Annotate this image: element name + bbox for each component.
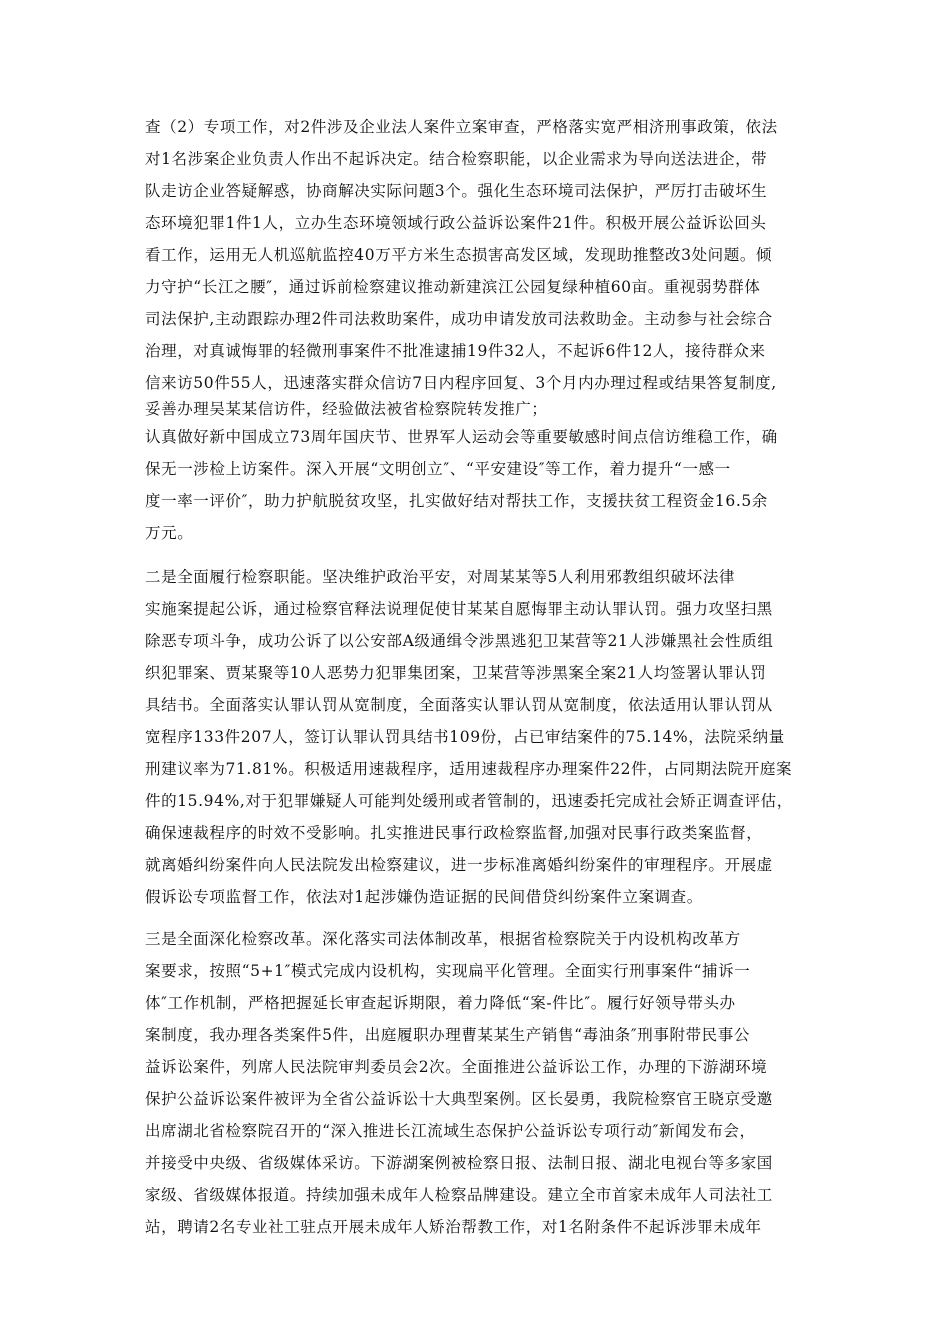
text-line: 益诉讼案件，列席人民法院审判委员会2次。全面推进公益诉讼工作，办理的下游湖环境 bbox=[145, 1058, 768, 1076]
text-line: 家级、省级媒体报道。持续加强未成年人检察品牌建设。建立全市首家未成年人司法社工 bbox=[145, 1186, 773, 1204]
text-line: 除恶专项斗争，成功公诉了以公安部A级通缉令涉黑逃犯卫某营等21人涉嫌黑社会性质组 bbox=[145, 632, 774, 650]
text-line: 件的15.94%,对于犯罪嫌疑人可能判处缓刑或者管制的，迅速委托完成社会矫正调查评估， bbox=[145, 792, 793, 810]
text-line: 宽程序133件207人，签订认罪认罚具结书109份，占已审结案件的75.14%，法院采纳量 bbox=[145, 728, 785, 746]
text-line: 看工作，运用无人机巡航监控40万平方米生态损害高发区域，发现助推整改3处问题。倾 bbox=[145, 246, 773, 264]
text-line: 保无一涉检上访案件。深入开展“文明创立″、“平安建设″等工作，着力提升“一感一 bbox=[145, 460, 731, 478]
text-line: 二是全面履行检察职能。坚决维护政治平安，对周某某等5人利用邪教组织破坏法律 bbox=[145, 568, 736, 586]
text-line: 万元。 bbox=[145, 524, 194, 542]
text-line: 度一率一评价″，助力护航脱贫攻坚，扎实做好结对帮扶工作，支援扶贫工程资金16.5余 bbox=[145, 492, 768, 510]
text-line: 司法保护,主动跟踪办理2件司法救助案件，成功申请发放司法救助金。主动参与社会综合 bbox=[145, 310, 773, 328]
text-line: 认真做好新中国成立73周年国庆节、世界军人运动会等重要敏感时间点信访维稳工作，确 bbox=[145, 428, 778, 446]
text-line: 织犯罪案、贾某聚等10人恶势力犯罪集团案，卫某营等涉黑案全案21人均签署认罪认罚 bbox=[145, 664, 767, 682]
text-line: 力守护“长江之腰″，通过诉前检察建议推动新建滨江公园复绿种植60亩。重视弱势群体 bbox=[145, 278, 761, 296]
text-line: 队走访企业答疑解惑，协商解决实际问题3个。强化生态环境司法保护，严厉打击破坏生 bbox=[145, 182, 768, 200]
text-line: 假诉讼专项监督工作，依法对1起涉嫌伪造证据的民间借贷纠纷案件立案调查。 bbox=[145, 888, 703, 906]
text-line: 实施案提起公诉，通过检察官释法说理促使甘某某自愿悔罪主动认罪认罚。强力攻坚扫黑 bbox=[145, 600, 773, 618]
text-line: 妥善办理吴某某信访件，经验做法被省检察院转发推广； bbox=[145, 400, 548, 418]
text-line: 三是全面深化检察改革。深化落实司法体制改革，根据省检察院关于内设机构改革方 bbox=[145, 930, 741, 948]
text-line: 治理，对真诚悔罪的轻微刑事案件不批准逮捕19件32人，不起诉6件12人，接待群众来 bbox=[145, 342, 766, 360]
text-line: 态环境犯罪1件1人，立办生态环境领域行政公益诉讼案件21件。积极开展公益诉讼回头 bbox=[145, 214, 767, 232]
text-line: 就离婚纠纷案件向人民法院发出检察建议，进一步标准离婚纠纷案件的审理程序。开展虚 bbox=[145, 856, 773, 874]
text-line: 确保速裁程序的时效不受影响。扎实推进民事行政检察监督,加强对民事行政类案监督， bbox=[145, 824, 763, 842]
text-line: 案要求，按照“5+1″模式完成内设机构，实现扁平化管理。全面实行刑事案件“捕诉一 bbox=[145, 962, 751, 980]
text-line: 信来访50件55人，迅速落实群众信访7日内程序回复、3个月内办理过程或结果答复制度, bbox=[145, 374, 777, 392]
text-line: 并接受中央级、省级媒体采访。下游湖案例被检察日报、法制日报、湖北电视台等多家国 bbox=[145, 1154, 773, 1172]
text-line: 具结书。全面落实认罪认罚从宽制度，全面落实认罪认罚从宽制度，依法适用认罪认罚从 bbox=[145, 696, 773, 714]
text-line: 对1名涉案企业负责人作出不起诉决定。结合检察职能，以企业需求为导向送法进企，带 bbox=[145, 150, 768, 168]
text-line: 案制度，我办理各类案件5件，出庭履职办理曹某某生产销售“毒油条″刑事附带民事公 bbox=[145, 1026, 750, 1044]
text-line: 出席湖北省检察院召开的“深入推进长江流域生态保护公益诉讼专项行动″新闻发布会， bbox=[145, 1122, 756, 1140]
text-line: 刑建议率为71.81%。积极适用速裁程序，适用速裁程序办理案件22件，占同期法院开庭案 bbox=[145, 760, 793, 778]
text-line: 查（2）专项工作，对2件涉及企业法人案件立案审查，严格落实宽严相济刑事政策，依法 bbox=[145, 118, 778, 136]
text-line: 站，聘请2名专业社工驻点开展未成年人矫治帮教工作，对1名附条件不起诉涉罪未成年 bbox=[145, 1218, 762, 1236]
text-line: 体″工作机制，严格把握延长审查起诉期限，着力降低“案-件比″。履行好领导带头办 bbox=[145, 994, 736, 1012]
text-line: 保护公益诉讼案件被评为全省公益诉讼十大典型案例。区长晏勇，我院检察官王晓京受邀 bbox=[145, 1090, 773, 1108]
